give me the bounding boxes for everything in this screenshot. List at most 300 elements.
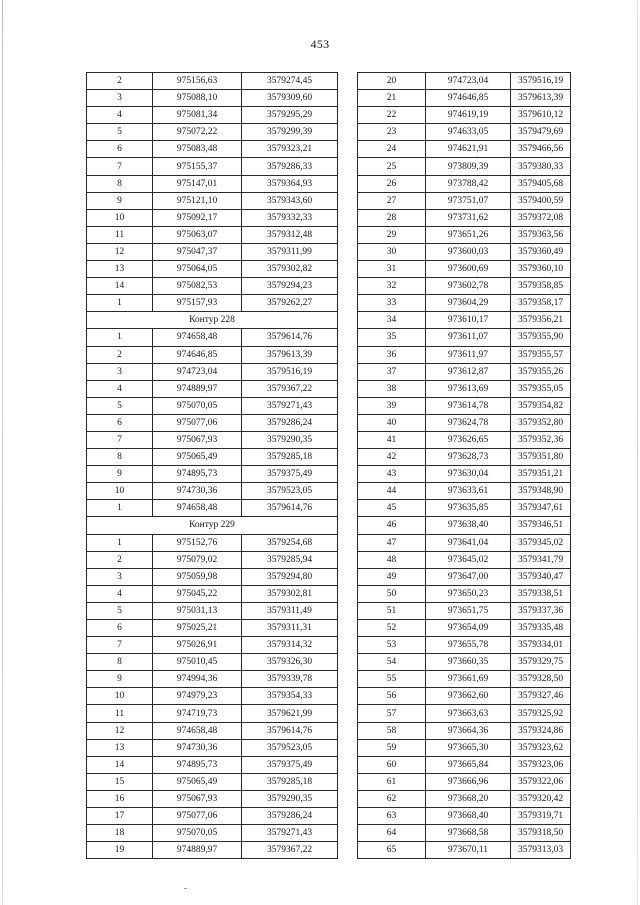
point-number-cell: 27 bbox=[358, 192, 426, 209]
y-coordinate-cell: 3579338,51 bbox=[511, 585, 571, 602]
point-number-cell: 5 bbox=[87, 397, 153, 414]
table-row bbox=[358, 158, 571, 175]
y-coordinate-cell: 3579352,80 bbox=[511, 414, 571, 431]
y-coordinate-cell: 3579290,35 bbox=[242, 790, 338, 807]
y-coordinate-cell: 3579271,43 bbox=[242, 825, 338, 842]
table-row bbox=[87, 346, 338, 363]
table-row bbox=[87, 124, 338, 141]
y-coordinate-cell: 3579355,90 bbox=[511, 329, 571, 346]
point-number-cell: 41 bbox=[358, 431, 426, 448]
point-number-cell: 14 bbox=[87, 756, 153, 773]
point-number-cell: 2 bbox=[87, 551, 153, 568]
x-coordinate-cell: 973809,39 bbox=[426, 158, 511, 175]
y-coordinate-cell: 3579320,42 bbox=[511, 790, 571, 807]
point-number-cell: 50 bbox=[358, 585, 426, 602]
x-coordinate-cell: 975157,93 bbox=[153, 295, 242, 312]
point-number-cell: 4 bbox=[87, 107, 153, 124]
point-number-cell: 7 bbox=[87, 637, 153, 654]
x-coordinate-cell: 973638,40 bbox=[426, 517, 511, 534]
point-number-cell: 16 bbox=[87, 790, 153, 807]
x-coordinate-cell: 974895,73 bbox=[153, 466, 242, 483]
point-number-cell: 6 bbox=[87, 620, 153, 637]
y-coordinate-cell: 3579335,48 bbox=[511, 620, 571, 637]
x-coordinate-cell: 973668,58 bbox=[426, 825, 511, 842]
table-row bbox=[87, 431, 338, 448]
y-coordinate-cell: 3579621,99 bbox=[242, 705, 338, 722]
table-row bbox=[87, 808, 338, 825]
table-row bbox=[87, 261, 338, 278]
table-row bbox=[358, 534, 571, 551]
coordinates-table-left bbox=[86, 72, 338, 859]
y-coordinate-cell: 3579340,47 bbox=[511, 568, 571, 585]
x-coordinate-cell: 975031,13 bbox=[153, 602, 242, 619]
y-coordinate-cell: 3579286,24 bbox=[242, 414, 338, 431]
table-row bbox=[87, 790, 338, 807]
table-row bbox=[87, 688, 338, 705]
y-coordinate-cell: 3579302,82 bbox=[242, 261, 338, 278]
y-coordinate-cell: 3579285,94 bbox=[242, 551, 338, 568]
x-coordinate-cell: 975064,05 bbox=[153, 261, 242, 278]
point-number-cell: 10 bbox=[87, 688, 153, 705]
y-coordinate-cell: 3579274,45 bbox=[242, 73, 338, 90]
y-coordinate-cell: 3579367,22 bbox=[242, 842, 338, 859]
point-number-cell: 11 bbox=[87, 705, 153, 722]
point-number-cell: 37 bbox=[358, 363, 426, 380]
table-row bbox=[87, 466, 338, 483]
point-number-cell: 1 bbox=[87, 329, 153, 346]
table-row bbox=[358, 705, 571, 722]
point-number-cell: 42 bbox=[358, 449, 426, 466]
y-coordinate-cell: 3579516,19 bbox=[511, 73, 571, 90]
y-coordinate-cell: 3579334,01 bbox=[511, 637, 571, 654]
table-row bbox=[358, 346, 571, 363]
y-coordinate-cell: 3579318,50 bbox=[511, 825, 571, 842]
x-coordinate-cell: 973670,11 bbox=[426, 842, 511, 859]
point-number-cell: 9 bbox=[87, 192, 153, 209]
y-coordinate-cell: 3579351,21 bbox=[511, 466, 571, 483]
scan-edge-right bbox=[637, 0, 638, 905]
scan-edge-left bbox=[2, 0, 3, 905]
x-coordinate-cell: 973666,96 bbox=[426, 773, 511, 790]
x-coordinate-cell: 973651,75 bbox=[426, 602, 511, 619]
y-coordinate-cell: 3579346,51 bbox=[511, 517, 571, 534]
x-coordinate-cell: 975067,93 bbox=[153, 790, 242, 807]
point-number-cell: 1 bbox=[87, 295, 153, 312]
table-row bbox=[87, 534, 338, 551]
x-coordinate-cell: 974723,04 bbox=[153, 363, 242, 380]
x-coordinate-cell: 973647,00 bbox=[426, 568, 511, 585]
table-row bbox=[358, 808, 571, 825]
x-coordinate-cell: 973628,73 bbox=[426, 449, 511, 466]
y-coordinate-cell: 3579262,27 bbox=[242, 295, 338, 312]
x-coordinate-cell: 973614,78 bbox=[426, 397, 511, 414]
x-coordinate-cell: 973604,29 bbox=[426, 295, 511, 312]
table-row bbox=[358, 261, 571, 278]
table-row bbox=[87, 278, 338, 295]
x-coordinate-cell: 974719,73 bbox=[153, 705, 242, 722]
point-number-cell: 2 bbox=[87, 346, 153, 363]
y-coordinate-cell: 3579326,30 bbox=[242, 654, 338, 671]
y-coordinate-cell: 3579327,46 bbox=[511, 688, 571, 705]
point-number-cell: 4 bbox=[87, 585, 153, 602]
point-number-cell: 39 bbox=[358, 397, 426, 414]
x-coordinate-cell: 973655,78 bbox=[426, 637, 511, 654]
point-number-cell: 40 bbox=[358, 414, 426, 431]
point-number-cell: 8 bbox=[87, 449, 153, 466]
x-coordinate-cell: 975063,07 bbox=[153, 226, 242, 243]
y-coordinate-cell: 3579322,06 bbox=[511, 773, 571, 790]
table-row bbox=[358, 449, 571, 466]
x-coordinate-cell: 975079,02 bbox=[153, 551, 242, 568]
contour-header-row bbox=[87, 517, 338, 534]
y-coordinate-cell: 3579348,90 bbox=[511, 483, 571, 500]
point-number-cell: 6 bbox=[87, 414, 153, 431]
table-row bbox=[358, 175, 571, 192]
x-coordinate-cell: 973633,61 bbox=[426, 483, 511, 500]
x-coordinate-cell: 974619,19 bbox=[426, 107, 511, 124]
table-row bbox=[358, 517, 571, 534]
table-row bbox=[87, 756, 338, 773]
x-coordinate-cell: 973611,97 bbox=[426, 346, 511, 363]
point-number-cell: 3 bbox=[87, 363, 153, 380]
table-row bbox=[358, 363, 571, 380]
table-row bbox=[87, 397, 338, 414]
table-row bbox=[358, 141, 571, 158]
y-coordinate-cell: 3579329,75 bbox=[511, 654, 571, 671]
x-coordinate-cell: 974889,97 bbox=[153, 380, 242, 397]
point-number-cell: 44 bbox=[358, 483, 426, 500]
point-number-cell: 7 bbox=[87, 158, 153, 175]
point-number-cell: 49 bbox=[358, 568, 426, 585]
y-coordinate-cell: 3579356,21 bbox=[511, 312, 571, 329]
point-number-cell: 48 bbox=[358, 551, 426, 568]
x-coordinate-cell: 973665,30 bbox=[426, 739, 511, 756]
table-row bbox=[358, 312, 571, 329]
table-row bbox=[87, 568, 338, 585]
x-coordinate-cell: 975156,63 bbox=[153, 73, 242, 90]
y-coordinate-cell: 3579323,21 bbox=[242, 141, 338, 158]
point-number-cell: 45 bbox=[358, 500, 426, 517]
table-row bbox=[358, 329, 571, 346]
x-coordinate-cell: 975045,22 bbox=[153, 585, 242, 602]
point-number-cell: 20 bbox=[358, 73, 426, 90]
table-row bbox=[87, 226, 338, 243]
point-number-cell: 9 bbox=[87, 466, 153, 483]
y-coordinate-cell: 3579339,78 bbox=[242, 671, 338, 688]
point-number-cell: 13 bbox=[87, 739, 153, 756]
table-row bbox=[87, 141, 338, 158]
table-row bbox=[87, 825, 338, 842]
table-row bbox=[87, 705, 338, 722]
y-coordinate-cell: 3579355,57 bbox=[511, 346, 571, 363]
x-coordinate-cell: 974658,48 bbox=[153, 722, 242, 739]
point-number-cell: 25 bbox=[358, 158, 426, 175]
table-body-right bbox=[358, 73, 571, 859]
x-coordinate-cell: 974646,85 bbox=[426, 90, 511, 107]
x-coordinate-cell: 973635,85 bbox=[426, 500, 511, 517]
y-coordinate-cell: 3579323,62 bbox=[511, 739, 571, 756]
x-coordinate-cell: 975152,76 bbox=[153, 534, 242, 551]
y-coordinate-cell: 3579286,24 bbox=[242, 808, 338, 825]
y-coordinate-cell: 3579324,86 bbox=[511, 722, 571, 739]
point-number-cell: 18 bbox=[87, 825, 153, 842]
x-coordinate-cell: 974723,04 bbox=[426, 73, 511, 90]
x-coordinate-cell: 975065,49 bbox=[153, 773, 242, 790]
point-number-cell: 7 bbox=[87, 431, 153, 448]
y-coordinate-cell: 3579341,79 bbox=[511, 551, 571, 568]
y-coordinate-cell: 3579286,33 bbox=[242, 158, 338, 175]
point-number-cell: 54 bbox=[358, 654, 426, 671]
table-row bbox=[358, 466, 571, 483]
table-row bbox=[87, 500, 338, 517]
table-row bbox=[87, 209, 338, 226]
y-coordinate-cell: 3579271,43 bbox=[242, 397, 338, 414]
table-row bbox=[358, 380, 571, 397]
y-coordinate-cell: 3579354,33 bbox=[242, 688, 338, 705]
table-row bbox=[358, 790, 571, 807]
table-row bbox=[358, 192, 571, 209]
point-number-cell: 53 bbox=[358, 637, 426, 654]
table-row bbox=[87, 90, 338, 107]
table-row bbox=[87, 602, 338, 619]
y-coordinate-cell: 3579254,68 bbox=[242, 534, 338, 551]
point-number-cell: 12 bbox=[87, 722, 153, 739]
x-coordinate-cell: 975155,37 bbox=[153, 158, 242, 175]
y-coordinate-cell: 3579313,03 bbox=[511, 842, 571, 859]
point-number-cell: 9 bbox=[87, 671, 153, 688]
y-coordinate-cell: 3579351,80 bbox=[511, 449, 571, 466]
table-row bbox=[87, 295, 338, 312]
point-number-cell: 3 bbox=[87, 568, 153, 585]
x-coordinate-cell: 973624,78 bbox=[426, 414, 511, 431]
x-coordinate-cell: 975092,17 bbox=[153, 209, 242, 226]
point-number-cell: 43 bbox=[358, 466, 426, 483]
point-number-cell: 36 bbox=[358, 346, 426, 363]
x-coordinate-cell: 975072,22 bbox=[153, 124, 242, 141]
x-coordinate-cell: 973654,09 bbox=[426, 620, 511, 637]
contour-header: Контур 228 bbox=[87, 312, 338, 329]
x-coordinate-cell: 974889,97 bbox=[153, 842, 242, 859]
x-coordinate-cell: 974730,36 bbox=[153, 739, 242, 756]
y-coordinate-cell: 3579400,59 bbox=[511, 192, 571, 209]
contour-header: Контур 229 bbox=[87, 517, 338, 534]
y-coordinate-cell: 3579364,93 bbox=[242, 175, 338, 192]
point-number-cell: 38 bbox=[358, 380, 426, 397]
table-row bbox=[87, 414, 338, 431]
table-row bbox=[358, 551, 571, 568]
table-row bbox=[87, 329, 338, 346]
x-coordinate-cell: 975059,98 bbox=[153, 568, 242, 585]
x-coordinate-cell: 974646,85 bbox=[153, 346, 242, 363]
point-number-cell: 28 bbox=[358, 209, 426, 226]
x-coordinate-cell: 973600,69 bbox=[426, 261, 511, 278]
table-row bbox=[87, 551, 338, 568]
y-coordinate-cell: 3579405,68 bbox=[511, 175, 571, 192]
table-row bbox=[87, 739, 338, 756]
coordinates-table-right bbox=[357, 72, 571, 859]
y-coordinate-cell: 3579610,12 bbox=[511, 107, 571, 124]
point-number-cell: 13 bbox=[87, 261, 153, 278]
y-coordinate-cell: 3579614,76 bbox=[242, 500, 338, 517]
point-number-cell: 62 bbox=[358, 790, 426, 807]
table-body-left bbox=[87, 73, 338, 859]
x-coordinate-cell: 973668,20 bbox=[426, 790, 511, 807]
x-coordinate-cell: 974730,36 bbox=[153, 483, 242, 500]
x-coordinate-cell: 975121,10 bbox=[153, 192, 242, 209]
table-row bbox=[358, 431, 571, 448]
x-coordinate-cell: 973751,07 bbox=[426, 192, 511, 209]
y-coordinate-cell: 3579358,85 bbox=[511, 278, 571, 295]
table-row bbox=[87, 483, 338, 500]
point-number-cell: 61 bbox=[358, 773, 426, 790]
point-number-cell: 10 bbox=[87, 209, 153, 226]
x-coordinate-cell: 973600,03 bbox=[426, 243, 511, 260]
table-row bbox=[358, 209, 571, 226]
y-coordinate-cell: 3579375,49 bbox=[242, 466, 338, 483]
table-row bbox=[87, 192, 338, 209]
table-row bbox=[358, 483, 571, 500]
y-coordinate-cell: 3579613,39 bbox=[511, 90, 571, 107]
x-coordinate-cell: 973665,84 bbox=[426, 756, 511, 773]
table-row bbox=[87, 585, 338, 602]
table-row bbox=[87, 380, 338, 397]
table-row bbox=[358, 756, 571, 773]
x-coordinate-cell: 975010,45 bbox=[153, 654, 242, 671]
y-coordinate-cell: 3579312,48 bbox=[242, 226, 338, 243]
point-number-cell: 3 bbox=[87, 90, 153, 107]
y-coordinate-cell: 3579299,39 bbox=[242, 124, 338, 141]
point-number-cell: 12 bbox=[87, 243, 153, 260]
table-row bbox=[358, 568, 571, 585]
y-coordinate-cell: 3579337,36 bbox=[511, 602, 571, 619]
table-row bbox=[87, 73, 338, 90]
y-coordinate-cell: 3579345,02 bbox=[511, 534, 571, 551]
scan-speck bbox=[184, 888, 187, 889]
x-coordinate-cell: 975083,48 bbox=[153, 141, 242, 158]
table-row bbox=[358, 397, 571, 414]
point-number-cell: 31 bbox=[358, 261, 426, 278]
y-coordinate-cell: 3579285,18 bbox=[242, 773, 338, 790]
page-number: 453 bbox=[310, 37, 330, 51]
x-coordinate-cell: 973645,02 bbox=[426, 551, 511, 568]
table-row bbox=[358, 688, 571, 705]
point-number-cell: 2 bbox=[87, 73, 153, 90]
point-number-cell: 33 bbox=[358, 295, 426, 312]
point-number-cell: 29 bbox=[358, 226, 426, 243]
x-coordinate-cell: 973613,69 bbox=[426, 380, 511, 397]
y-coordinate-cell: 3579294,80 bbox=[242, 568, 338, 585]
x-coordinate-cell: 973663,63 bbox=[426, 705, 511, 722]
table-row bbox=[358, 107, 571, 124]
point-number-cell: 59 bbox=[358, 739, 426, 756]
point-number-cell: 23 bbox=[358, 124, 426, 141]
x-coordinate-cell: 975081,34 bbox=[153, 107, 242, 124]
table-row bbox=[358, 722, 571, 739]
table-row bbox=[358, 825, 571, 842]
y-coordinate-cell: 3579332,33 bbox=[242, 209, 338, 226]
table-row bbox=[87, 637, 338, 654]
point-number-cell: 8 bbox=[87, 654, 153, 671]
y-coordinate-cell: 3579367,22 bbox=[242, 380, 338, 397]
y-coordinate-cell: 3579328,50 bbox=[511, 671, 571, 688]
point-number-cell: 47 bbox=[358, 534, 426, 551]
table-row bbox=[358, 671, 571, 688]
table-row bbox=[87, 773, 338, 790]
table-row bbox=[358, 226, 571, 243]
y-coordinate-cell: 3579311,31 bbox=[242, 620, 338, 637]
point-number-cell: 14 bbox=[87, 278, 153, 295]
x-coordinate-cell: 973641,04 bbox=[426, 534, 511, 551]
table-row bbox=[87, 671, 338, 688]
table-row bbox=[358, 278, 571, 295]
point-number-cell: 46 bbox=[358, 517, 426, 534]
table-row bbox=[87, 620, 338, 637]
x-coordinate-cell: 974994,36 bbox=[153, 671, 242, 688]
table-row bbox=[358, 654, 571, 671]
point-number-cell: 11 bbox=[87, 226, 153, 243]
table-row bbox=[87, 158, 338, 175]
point-number-cell: 1 bbox=[87, 500, 153, 517]
table-row bbox=[358, 500, 571, 517]
table-row bbox=[87, 722, 338, 739]
x-coordinate-cell: 975077,06 bbox=[153, 808, 242, 825]
y-coordinate-cell: 3579319,71 bbox=[511, 808, 571, 825]
y-coordinate-cell: 3579380,33 bbox=[511, 158, 571, 175]
y-coordinate-cell: 3579523,05 bbox=[242, 483, 338, 500]
y-coordinate-cell: 3579466,56 bbox=[511, 141, 571, 158]
table-row bbox=[87, 842, 338, 859]
y-coordinate-cell: 3579352,36 bbox=[511, 431, 571, 448]
x-coordinate-cell: 975065,49 bbox=[153, 449, 242, 466]
y-coordinate-cell: 3579355,26 bbox=[511, 363, 571, 380]
y-coordinate-cell: 3579479,69 bbox=[511, 124, 571, 141]
y-coordinate-cell: 3579360,10 bbox=[511, 261, 571, 278]
table-row bbox=[358, 620, 571, 637]
x-coordinate-cell: 975047,37 bbox=[153, 243, 242, 260]
point-number-cell: 8 bbox=[87, 175, 153, 192]
point-number-cell: 65 bbox=[358, 842, 426, 859]
x-coordinate-cell: 974633,05 bbox=[426, 124, 511, 141]
contour-header-row bbox=[87, 312, 338, 329]
point-number-cell: 34 bbox=[358, 312, 426, 329]
y-coordinate-cell: 3579347,61 bbox=[511, 500, 571, 517]
x-coordinate-cell: 975147,01 bbox=[153, 175, 242, 192]
y-coordinate-cell: 3579360,49 bbox=[511, 243, 571, 260]
point-number-cell: 24 bbox=[358, 141, 426, 158]
y-coordinate-cell: 3579375,49 bbox=[242, 756, 338, 773]
y-coordinate-cell: 3579294,23 bbox=[242, 278, 338, 295]
point-number-cell: 15 bbox=[87, 773, 153, 790]
table-row bbox=[87, 654, 338, 671]
y-coordinate-cell: 3579614,76 bbox=[242, 722, 338, 739]
point-number-cell: 22 bbox=[358, 107, 426, 124]
x-coordinate-cell: 973650,23 bbox=[426, 585, 511, 602]
point-number-cell: 57 bbox=[358, 705, 426, 722]
x-coordinate-cell: 973788,42 bbox=[426, 175, 511, 192]
x-coordinate-cell: 974979,23 bbox=[153, 688, 242, 705]
table-row bbox=[87, 107, 338, 124]
point-number-cell: 56 bbox=[358, 688, 426, 705]
point-number-cell: 30 bbox=[358, 243, 426, 260]
x-coordinate-cell: 973630,04 bbox=[426, 466, 511, 483]
point-number-cell: 26 bbox=[358, 175, 426, 192]
point-number-cell: 17 bbox=[87, 808, 153, 825]
point-number-cell: 21 bbox=[358, 90, 426, 107]
point-number-cell: 1 bbox=[87, 534, 153, 551]
x-coordinate-cell: 975070,05 bbox=[153, 825, 242, 842]
point-number-cell: 58 bbox=[358, 722, 426, 739]
y-coordinate-cell: 3579343,60 bbox=[242, 192, 338, 209]
